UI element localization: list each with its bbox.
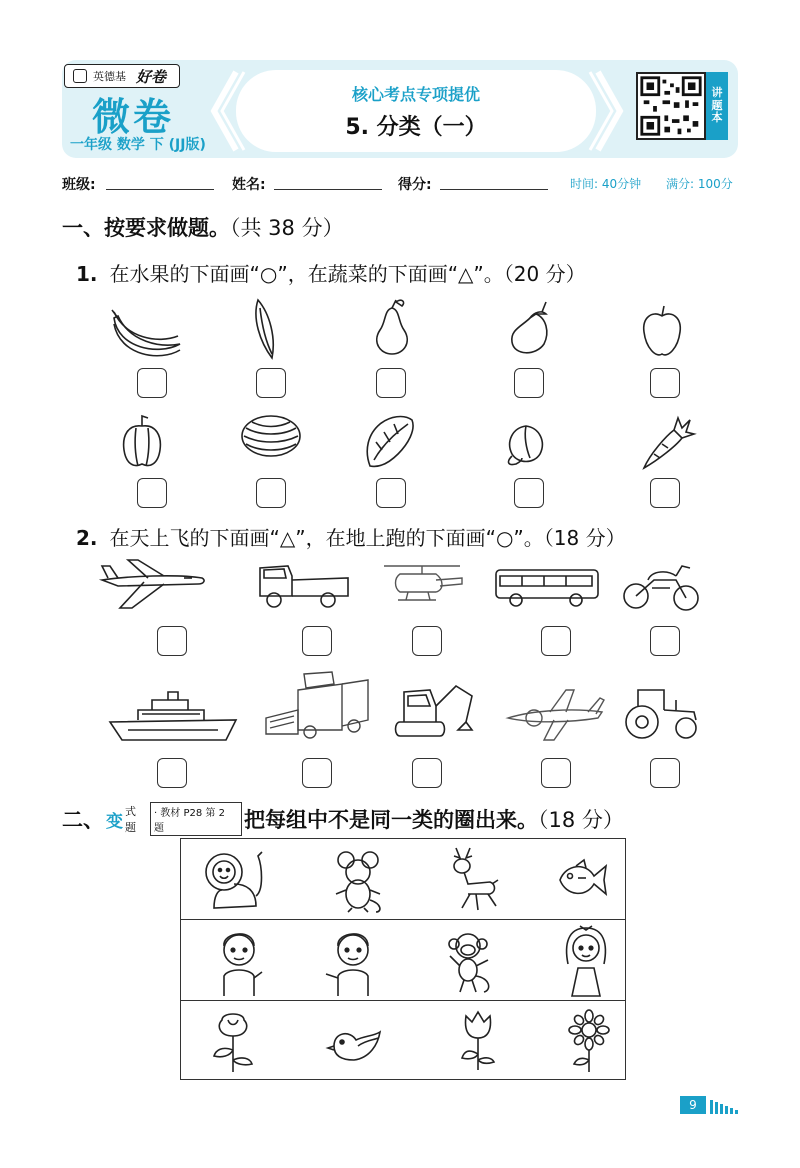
monkey-icon[interactable] — [446, 930, 494, 996]
tractor-icon — [624, 684, 702, 742]
bus-icon — [492, 566, 602, 608]
answer-box[interactable] — [376, 478, 406, 508]
variant-text: 式题 — [125, 805, 136, 834]
variant-char: 变 — [106, 811, 123, 832]
answer-box[interactable] — [376, 368, 406, 398]
answer-box[interactable] — [541, 758, 571, 788]
boy-pointing-icon[interactable] — [324, 928, 380, 998]
apple-icon — [640, 302, 684, 358]
part1-points: （共 38 分） — [230, 216, 344, 240]
deer-icon[interactable] — [440, 846, 500, 914]
eggplant-icon — [506, 300, 554, 356]
page-number: 9 — [680, 1096, 706, 1114]
girl-icon[interactable] — [562, 924, 610, 998]
carrot-icon — [640, 414, 694, 472]
rose-icon[interactable] — [210, 1010, 256, 1074]
part2-heading — [244, 804, 624, 834]
answer-box[interactable] — [650, 626, 680, 656]
side-tab — [706, 72, 728, 140]
answer-box[interactable] — [650, 368, 680, 398]
answer-box[interactable] — [514, 478, 544, 508]
answer-box[interactable] — [157, 758, 187, 788]
watermelon-icon — [240, 414, 302, 458]
q1-number: 1. — [76, 262, 98, 286]
q1-text — [76, 258, 586, 287]
brand-title: 微卷 — [92, 94, 175, 139]
motorcycle-icon — [620, 562, 702, 612]
harvester-icon — [262, 670, 374, 740]
pear-icon — [372, 298, 412, 356]
answer-box[interactable] — [514, 368, 544, 398]
sunflower-icon[interactable] — [564, 1010, 614, 1074]
answer-box[interactable] — [650, 478, 680, 508]
boy-icon[interactable] — [214, 928, 264, 998]
banana-icon — [108, 304, 184, 362]
full-score: 满分: 100分 — [666, 177, 733, 191]
part1-heading — [62, 212, 344, 242]
helicopter-icon — [380, 558, 464, 606]
name-field[interactable] — [274, 189, 382, 190]
answer-box[interactable] — [302, 758, 332, 788]
variant-tag — [106, 805, 242, 834]
answer-box[interactable] — [137, 368, 167, 398]
part2-points: （18 分） — [538, 808, 624, 832]
table-divider — [181, 1000, 625, 1001]
part2-heading-text: 把每组中不是同一类的圈出来。 — [244, 808, 538, 832]
score-field[interactable] — [440, 189, 548, 190]
peach-icon — [504, 418, 548, 468]
ship-icon — [108, 690, 238, 746]
answer-box[interactable] — [157, 626, 187, 656]
answer-box[interactable] — [412, 758, 442, 788]
bird-icon[interactable] — [330, 1024, 386, 1064]
class-label: 班级: — [62, 177, 96, 193]
answer-box[interactable] — [650, 758, 680, 788]
airplane-icon — [98, 558, 208, 610]
class-field[interactable] — [106, 189, 214, 190]
brand-pill-text: 英德基 — [93, 70, 126, 83]
q2-number: 2. — [76, 526, 98, 550]
brand-logo-icon — [73, 69, 87, 83]
side-tab-char: 题 — [711, 98, 723, 112]
chinese-cabbage-icon — [360, 410, 420, 470]
score-label: 得分: — [398, 177, 432, 193]
part1-heading-text: 一、按要求做题。 — [62, 216, 230, 240]
table-divider — [181, 919, 625, 920]
tulip-icon[interactable] — [458, 1010, 498, 1072]
qr-code-icon[interactable] — [636, 72, 706, 140]
lesson-title: 5. 分类（一） — [345, 115, 487, 140]
mouse-icon[interactable] — [330, 850, 386, 912]
long-bean-icon — [250, 298, 280, 360]
answer-box[interactable] — [412, 626, 442, 656]
part2-prefix: 二、 — [62, 808, 104, 832]
brand-pill — [64, 64, 180, 88]
time-limit: 时间: 40分钟 — [570, 177, 642, 191]
q2-instruction: 在天上飞的下面画“△”，在地上跑的下面画“○”。（18 分） — [109, 526, 626, 550]
answer-box[interactable] — [541, 626, 571, 656]
bell-pepper-icon — [118, 414, 166, 470]
side-tab-char: 讲 — [711, 86, 723, 100]
fighter-jet-icon — [504, 684, 606, 742]
decorative-bars-icon — [710, 1098, 740, 1114]
q2-text — [76, 522, 626, 551]
side-tab-char: 本 — [711, 111, 723, 125]
lion-icon[interactable] — [200, 846, 270, 916]
name-label: 姓名: — [232, 177, 266, 193]
fish-icon[interactable] — [556, 858, 608, 902]
answer-box[interactable] — [256, 478, 286, 508]
answer-box[interactable] — [302, 626, 332, 656]
topic-label: 核心考点专项提优 — [351, 85, 480, 104]
truck-icon — [256, 556, 350, 612]
answer-box[interactable] — [137, 478, 167, 508]
variant-ref: · 教材 P28 第 2 题 — [150, 802, 242, 836]
excavator-icon — [396, 682, 476, 740]
grade-label: 一年级 数学 下 (JJ版) — [70, 137, 206, 153]
q1-instruction: 在水果的下面画“○”，在蔬菜的下面画“△”。（20 分） — [109, 262, 586, 286]
answer-box[interactable] — [256, 368, 286, 398]
brand-good-text: 好卷 — [136, 67, 167, 86]
